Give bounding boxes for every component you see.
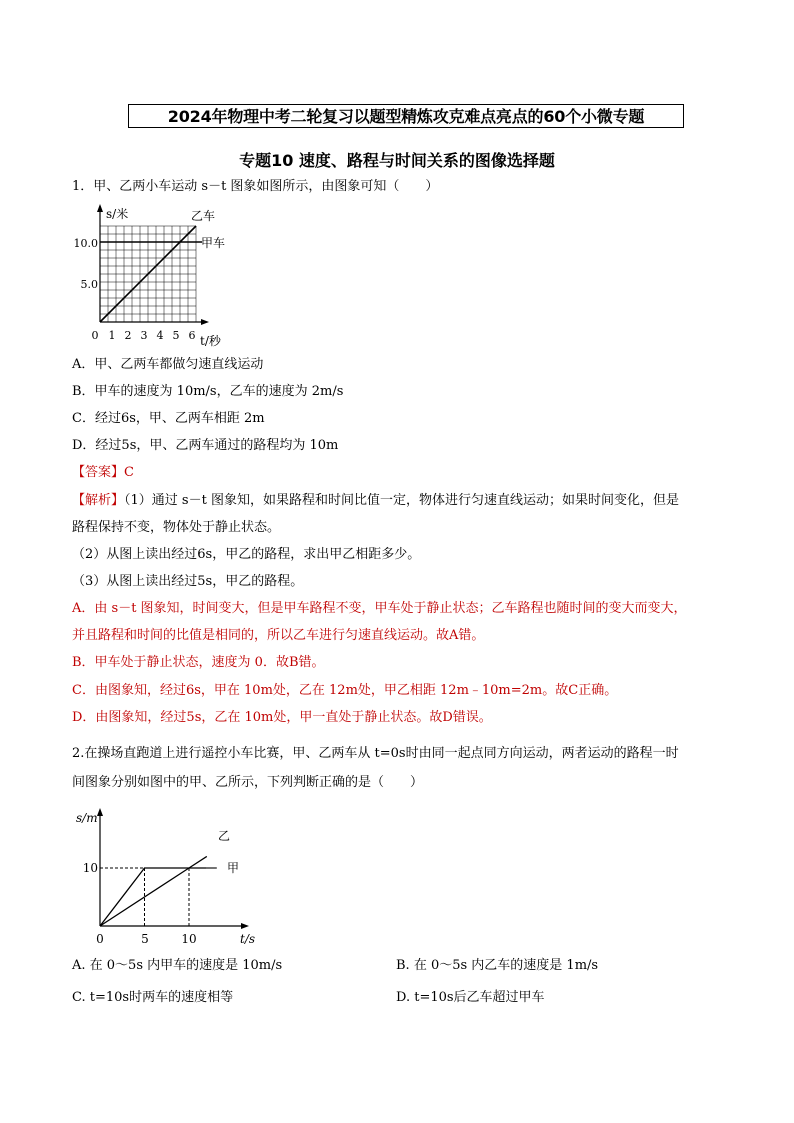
q1-xtick: 5 (172, 329, 180, 342)
q2-xtick-10: 10 (181, 932, 197, 946)
q2-option-b: B. 在 0～5s 内乙车的速度是 1m/s (396, 958, 599, 973)
q1-x-arrow (201, 319, 209, 325)
q2-x-arrow (241, 923, 249, 929)
q1-xtick: 6 (188, 329, 196, 342)
q2-xtick-0: 0 (96, 932, 104, 946)
q1-option-c: C．经过6s，甲、乙两车相距 2m (72, 411, 265, 426)
q2-stem-2: 间图象分别如图中的甲、乙所示，下列判断正确的是（ ） (72, 775, 424, 790)
q1-analysis-1a (72, 492, 679, 510)
q1-option-d: D．经过5s，甲、乙两车通过的路程均为 10m (72, 438, 339, 453)
q1-ytick-5: 5.0 (80, 278, 98, 291)
answer-value: C (124, 465, 134, 480)
q2-option-d: D. t=10s后乙车超过甲车 (396, 990, 545, 1005)
q1-xtick: 0 (91, 329, 99, 342)
q1-chart (73, 202, 238, 350)
q1-exp-d: D．由图象知，经过5s，乙在 10m处，甲一直处于静止状态。故D错误。 (72, 710, 492, 725)
q2-option-a: A. 在 0～5s 内甲车的速度是 10m/s (72, 958, 283, 973)
series-title: 2024年物理中考二轮复习以题型精炼攻克难点亮点的60个小微专题 (128, 104, 684, 128)
q2-label-yi: 乙 (218, 829, 231, 843)
q1-label-jia: 甲车 (201, 236, 226, 250)
q1-y-label: s/米 (106, 207, 129, 221)
q1-ytick-10: 10.0 (73, 237, 98, 250)
analysis-label: 【解析】 (72, 493, 125, 508)
q2-series-yi-line (100, 856, 207, 926)
q1-label-yi: 乙车 (191, 209, 216, 223)
q2-label-jia: 甲 (227, 861, 240, 875)
q2-x-label: t/s (240, 932, 256, 946)
q1-analysis-2: （2）从图上读出经过6s，甲乙的路程，求出甲乙相距多少。 (72, 547, 421, 562)
q1-option-b: B．甲车的速度为 10m/s，乙车的速度为 2m/s (72, 384, 344, 399)
q1-exp-c: C．由图象知，经过6s，甲在 10m处，乙在 12m处，甲乙相距 12m﹣10m=2m。故C正确。 (72, 683, 618, 698)
topic-title: 专题10 速度、路程与时间关系的图像选择题 (239, 151, 555, 170)
q2-y-label: s/m (76, 811, 98, 825)
q2-xtick-5: 5 (141, 932, 149, 946)
q1-xtick: 4 (156, 329, 164, 342)
q1-analysis-1b: 路程保持不变，物体处于静止状态。 (72, 520, 281, 535)
q1-exp-a1: A．由 s－t 图象知，时间变大，但是甲车路程不变，甲车处于静止状态；乙车路程也随时间的变大而变大， (72, 601, 687, 616)
q2-stem-1: 2.在操场直跑道上进行遥控小车比赛，甲、乙两车从 t=0s时由同一起点同方向运动，两者运动的路程一时 (72, 746, 679, 761)
q2-option-c: C. t=10s时两车的速度相等 (72, 990, 234, 1005)
q1-xtick: 2 (124, 329, 132, 342)
q1-xtick: 3 (140, 329, 148, 342)
q1-stem: 1．甲、乙两小车运动 s－t 图象如图所示，由图象可知（ ） (72, 179, 439, 194)
q1-option-a: A．甲、乙两车都做匀速直线运动 (72, 357, 264, 372)
q2-series-jia-line (100, 868, 207, 926)
analysis-text: （1）通过 s－t 图象知，如果路程和时间比值一定，物体进行匀速直线运动；如果时间变化，但是 (124, 493, 679, 508)
q2-ytick-10: 10 (82, 861, 98, 875)
answer-label: 【答案】 (72, 465, 125, 480)
q1-x-label: t/秒 (200, 334, 221, 348)
q1-analysis-3: （3）从图上读出经过5s，甲乙的路程。 (72, 574, 304, 589)
q1-exp-b: B．甲车处于静止状态，速度为 0．故B错。 (72, 655, 325, 670)
q2-chart (70, 802, 270, 950)
q2-y-arrow (97, 808, 103, 816)
q1-answer (72, 464, 134, 482)
q1-exp-a2: 并且路程和时间的比值是相同的，所以乙车进行匀速直线运动。故A错。 (72, 628, 485, 643)
q1-xtick: 1 (108, 329, 116, 342)
q1-y-arrow (97, 204, 103, 212)
